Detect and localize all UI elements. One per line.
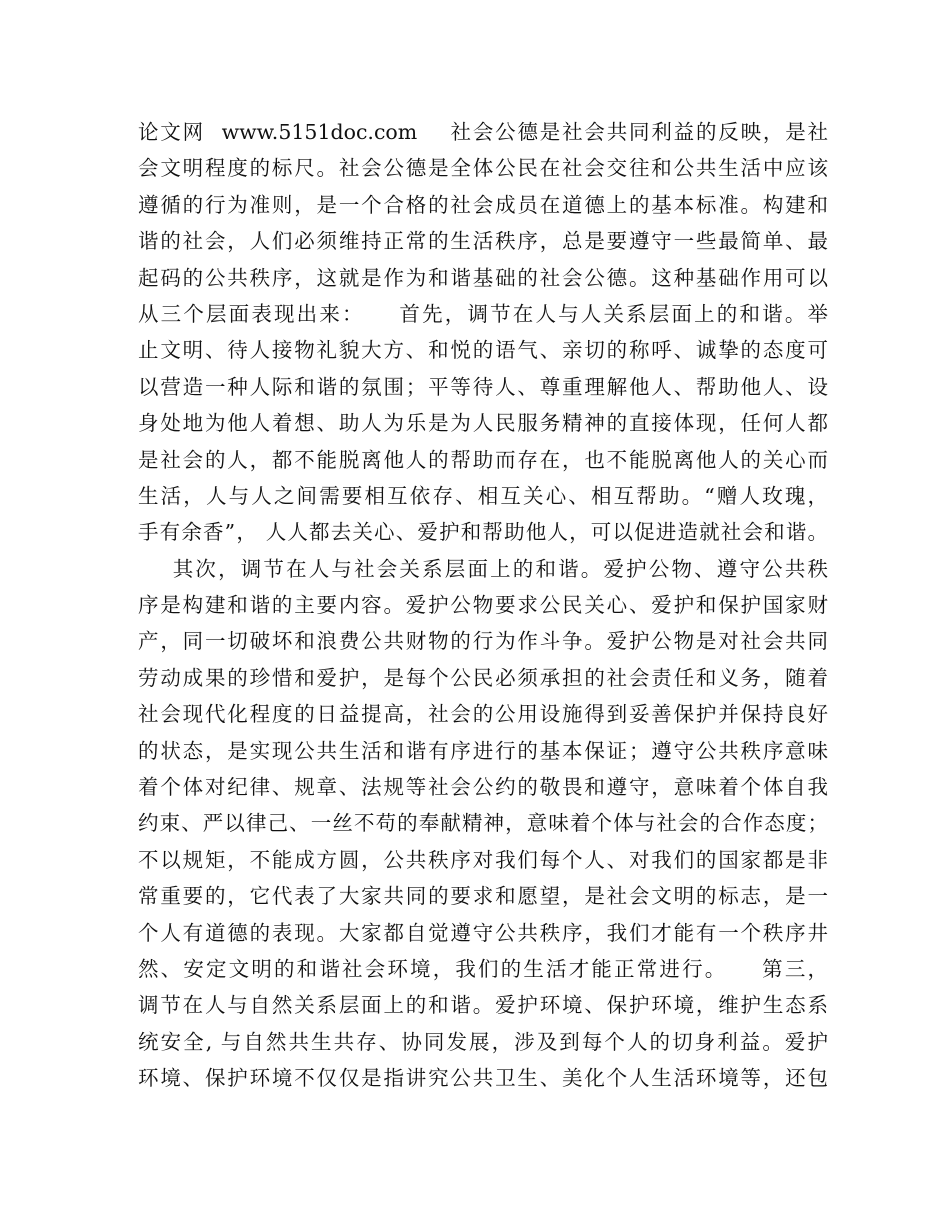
text-line bbox=[138, 223, 828, 259]
text-line-content: 会文明程度的标尺。社会公德是全体公民在社会交往和公共生活中应该 bbox=[138, 156, 828, 181]
text-line-content: 统安全, 与自然共生共存、协同发展，涉及到每个人的切身利益。爱护 bbox=[138, 1029, 828, 1054]
text-line-content: 环境、保护环境不仅仅是指讲究公共卫生、美化个人生活环境等，还包 bbox=[138, 1066, 828, 1091]
text-line bbox=[138, 660, 828, 696]
text-line bbox=[138, 260, 828, 296]
text-line-content: 着个体对纪律、规章、法规等社会公约的敬畏和遵守，意味着个体自我 bbox=[138, 775, 828, 800]
text-line-content: 个人有道德的表现。大家都自觉遵守公共秩序，我们才能有一个秩序井 bbox=[138, 920, 828, 945]
text-line-content: 其次，调节在人与社会关系层面上的和谐。爱护公物、遵守公共秩 bbox=[138, 556, 828, 581]
text-line bbox=[138, 187, 828, 223]
text-line bbox=[138, 296, 828, 332]
text-line-content: 调节在人与自然关系层面上的和谐。爱护环境、保护环境，维护生态系 bbox=[138, 993, 828, 1018]
text-line bbox=[138, 915, 828, 951]
text-line bbox=[138, 150, 828, 186]
text-line bbox=[138, 769, 828, 805]
text-line-content: 以营造一种人际和谐的氛围；平等待人、尊重理解他人、帮助他人、设 bbox=[138, 374, 828, 399]
text-line-content: 论文网 www.5151doc.com 社会公德是社会共同利益的反映，是社 bbox=[138, 120, 828, 144]
text-line bbox=[138, 805, 828, 841]
text-line-content: 不以规矩，不能成方圆，公共秩序对我们每个人、对我们的国家都是非 bbox=[138, 847, 828, 872]
text-line bbox=[138, 114, 828, 150]
text-line bbox=[138, 987, 828, 1023]
text-line-content: 止文明、待人接物礼貌大方、和悦的语气、亲切的称呼、诚挚的态度可 bbox=[138, 338, 828, 363]
text-line bbox=[138, 878, 828, 914]
text-line-content: 从三个层面表现出来： 首先，调节在人与人关系层面上的和谐。举 bbox=[138, 301, 828, 326]
text-line-content: 生活，人与人之间需要相互依存、相互关心、相互帮助。“赠人玫瑰， bbox=[138, 483, 828, 508]
text-line bbox=[138, 551, 828, 587]
text-line bbox=[138, 1060, 828, 1096]
text-line bbox=[138, 842, 828, 878]
text-line bbox=[138, 1024, 828, 1060]
text-line-content: 产，同一切破坏和浪费公共财物的行为作斗争。爱护公物是对社会共同 bbox=[138, 629, 828, 654]
text-line-content: 常重要的，它代表了大家共同的要求和愿望，是社会文明的标志，是一 bbox=[138, 884, 828, 909]
text-line bbox=[138, 369, 828, 405]
text-line-content: 约束、严以律己、一丝不苟的奉献精神，意味着个体与社会的合作态度； bbox=[138, 811, 828, 836]
text-line bbox=[138, 951, 828, 987]
text-line-content: 的状态，是实现公共生活和谐有序进行的基本保证；遵守公共秩序意味 bbox=[138, 738, 828, 763]
text-line-content: 劳动成果的珍惜和爱护，是每个公民必须承担的社会责任和义务，随着 bbox=[138, 665, 828, 690]
text-line-content: 遵循的行为准则，是一个合格的社会成员在道德上的基本标准。构建和 bbox=[138, 192, 828, 217]
text-line bbox=[138, 332, 828, 368]
text-line bbox=[138, 514, 828, 550]
text-line-content: 谐的社会，人们必须维持正常的生活秩序，总是要遵守一些最简单、最 bbox=[138, 229, 828, 254]
text-line-content: 手有余香”， 人人都去关心、爱护和帮助他人，可以促进造就社会和谐。 bbox=[138, 520, 828, 545]
text-line-content: 社会现代化程度的日益提高，社会的公用设施得到妥善保护并保持良好 bbox=[138, 702, 828, 727]
text-line-content: 身处地为他人着想、助人为乐是为人民服务精神的直接体现，任何人都 bbox=[138, 411, 828, 436]
text-line bbox=[138, 696, 828, 732]
text-line bbox=[138, 405, 828, 441]
text-line-content: 是社会的人，都不能脱离他人的帮助而存在，也不能脱离他人的关心而 bbox=[138, 447, 828, 472]
text-line-content: 序是构建和谐的主要内容。爱护公物要求公民关心、爱护和保护国家财 bbox=[138, 593, 828, 618]
body-text bbox=[138, 114, 828, 1097]
text-line bbox=[138, 442, 828, 478]
text-line-content: 然、安定文明的和谐社会环境，我们的生活才能正常进行。 第三， bbox=[138, 956, 828, 981]
text-line bbox=[138, 478, 828, 514]
text-line bbox=[138, 623, 828, 659]
text-line-content: 起码的公共秩序，这就是作为和谐基础的社会公德。这种基础作用可以 bbox=[138, 265, 828, 290]
text-line bbox=[138, 587, 828, 623]
text-line bbox=[138, 733, 828, 769]
